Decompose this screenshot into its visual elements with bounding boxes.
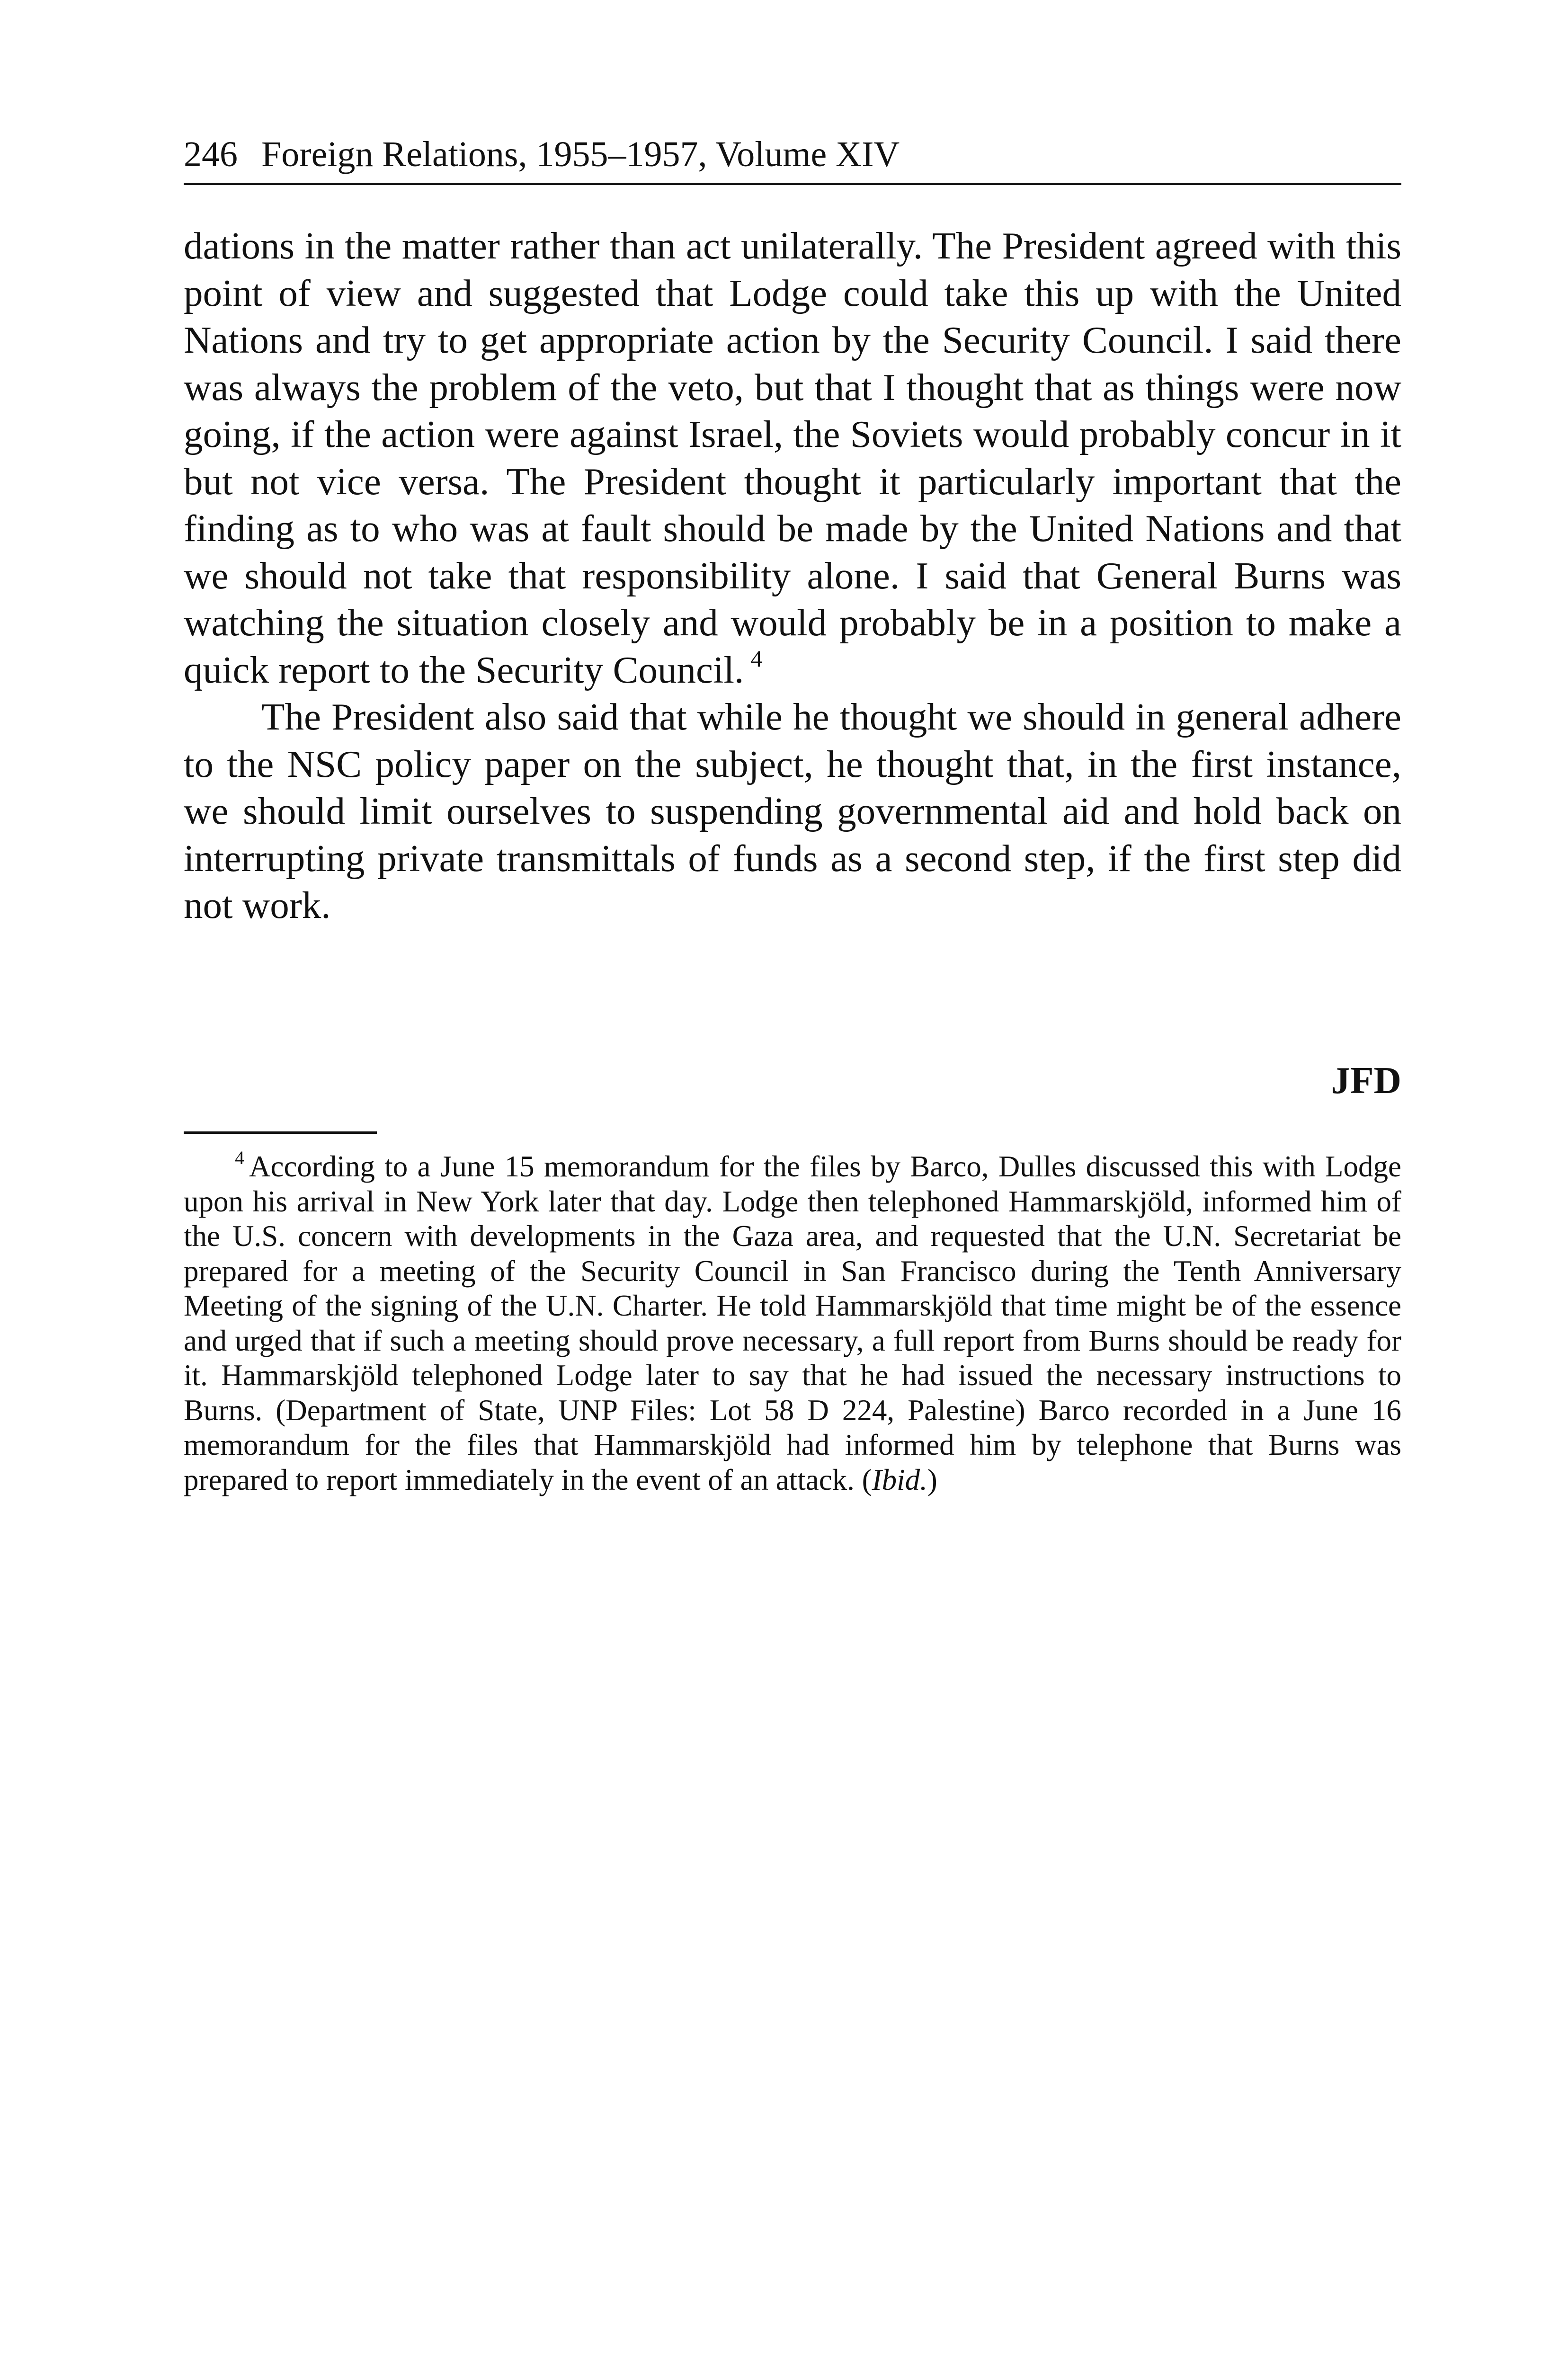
body-paragraph-2: The President also said that while he thought we should in general adhere to the NSC policy paper on the subject, he thought that, in the first instance, we should limit ourselves to suspending governmental aid and hold back on interrupting private transmittals of funds as a second step, if the first step did not work. (184, 695, 1401, 926)
running-header (184, 132, 1401, 185)
signature-initials: JFD (1331, 1059, 1401, 1102)
running-title: Foreign Relations, 1955–1957, Volume XIV (261, 134, 900, 174)
citation-ibid: Ibid. (872, 1463, 927, 1496)
citation-open: ( (862, 1463, 872, 1496)
footnote-reference-4: 4 (750, 645, 763, 672)
footnote-4 (184, 1149, 1401, 1497)
body-paragraph-1 (184, 222, 1401, 694)
citation-close: ) (927, 1463, 937, 1496)
footnote-divider (184, 1131, 377, 1134)
footnote-text: According to a June 15 memorandum for the files by Barco, Dulles discussed this with Lodge upon his arrival in New York later that day. Lodge then telephoned Hammarskjöld, informed him of the U.S. concern with developments in the Gaza area, and requested that the U.N. Secretariat be prepared for a meeting of the Security Council in San Francisco during the Tenth Anniversary Meeting of the signing of the U.N. Charter. He told Hammarskjöld that time might be of the essence and urged that if such a meeting should prove necessary, a full report from Burns should be ready for it. Hammarskjöld telephoned Lodge later to say that he had issued the necessary instructions to Burns. (Department of State, UNP Files: Lot 58 D 224, Palestine) Barco recorded in a June 16 memorandum for the files that Hammarskjöld had informed him by telephone that Burns was prepared to report immediately in the event of an attack. (184, 1150, 1401, 1496)
page-number: 246 (184, 134, 238, 174)
paragraph-1-text: dations in the matter rather than act unilaterally. The President agreed with this point of view and suggested that Lodge could take this up with the United Nations and try to get appropriate action by the Security Council. I said there was always the problem of the veto, but that I thought that as things were now going, if the action were against Israel, the Soviets would probably concur in it but not vice versa. The President thought it particularly important that the finding as to who was at fault should be made by the United Nations and that we should not take that responsibility alone. I said that General Burns was watching the situation closely and would probably be in a position to make a quick report to the Security Council. (184, 224, 1401, 691)
body-text (184, 222, 1401, 929)
footnote-number: 4 (235, 1147, 244, 1168)
